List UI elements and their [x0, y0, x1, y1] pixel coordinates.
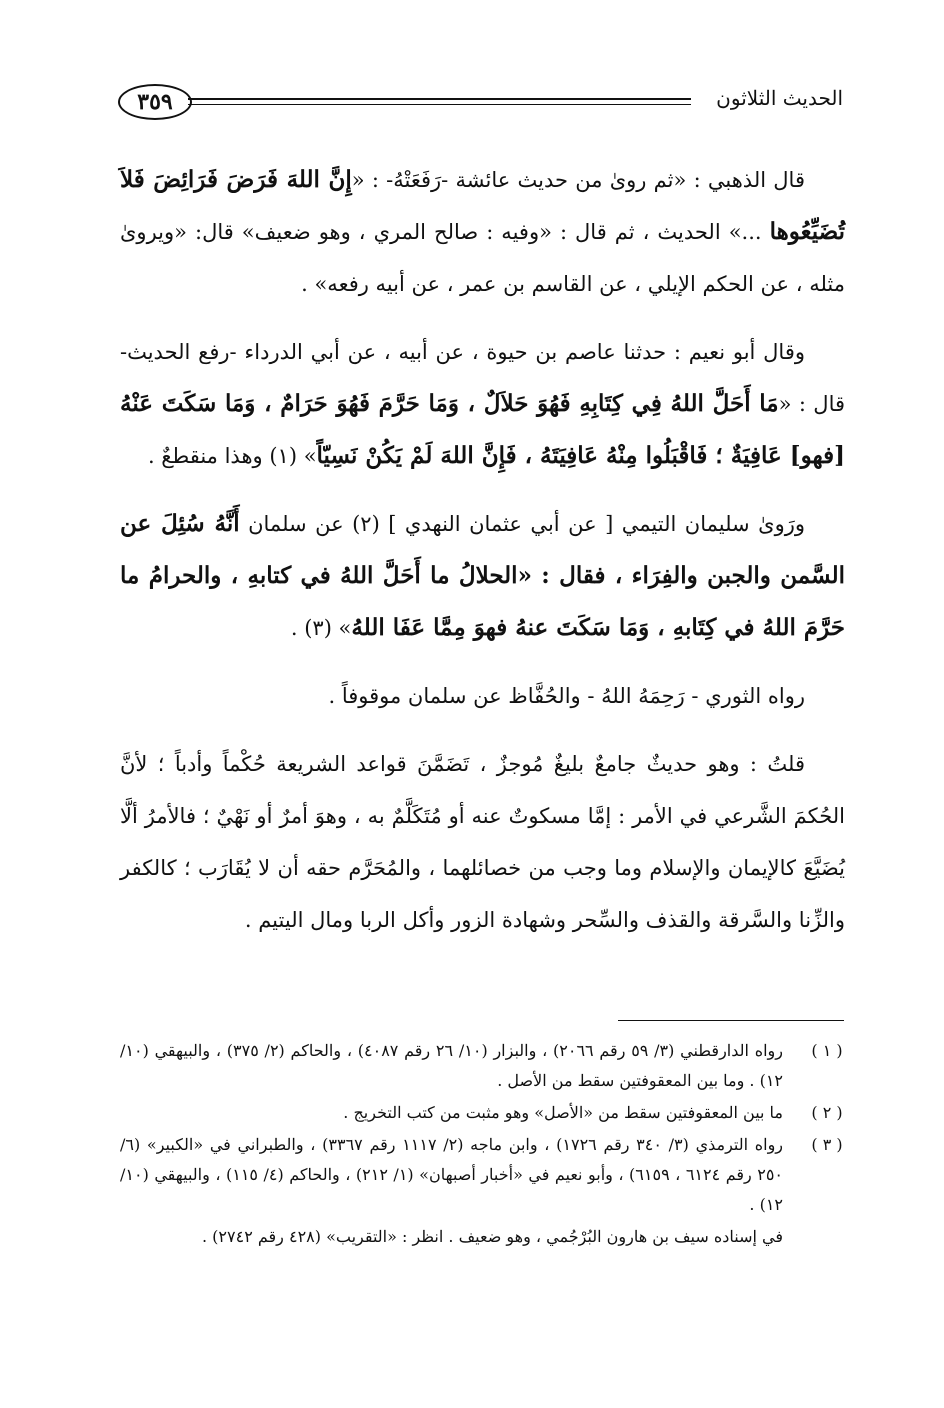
running-header [118, 80, 843, 130]
paragraph-text: ورَوىٰ سليمان التيمي [ عن أبي عثمان النهدي ] (٢) عن سلمان [239, 512, 805, 536]
paragraph [120, 670, 845, 722]
footnote-separator [618, 1020, 844, 1021]
footnote-number: ( ٣ ) [811, 1135, 843, 1154]
footnote-text: رواه الدارقطني (٣/ ٥٩ رقم ٢٠٦٦) ، والبزار (١٠/ ٢٦ رقم ٤٠٨٧) ، والحاكم (٢/ ٣٧٥) ، والبيهقي (١٠/ ١٢) . وما بين المعقوفتين سقط من الأصل . [120, 1041, 783, 1090]
quoted-text: إِنَّ اللهَ فَرَضَ فَرَائِضَ فَلاَ تُضَيِّعُوها [120, 166, 845, 245]
footnote-text: رواه الترمذي (٣/ ٣٤٠ رقم ١٧٢٦) ، وابن ماجه (٢/ ١١١٧ رقم ٣٣٦٧) ، والطبراني في «الكبير» (٦/ ٢٥٠ رقم ٦١٢٤ ، ٦١٥٩) ، وأبو نعيم في «أخبار أصبهان» (١/ ٢١٢) ، والحاكم (٤/ ١١٥) ، والبيهقي (١٠/ ١٢) . [120, 1135, 784, 1214]
quoted-text: أَنَّهُ سُئِلَ عن السَّمن والجبن والفِرَاء ، فقال : «الحلالُ ما أَحَلَّ اللهُ في كتابهِ ، والحرامُ ما حَرَّمَ اللهُ في كِتَابهِ ، وَمَا سَكَتَ عنهُ فهوَ مِمَّا عَفَا اللهُ [120, 510, 845, 641]
paragraph [120, 738, 845, 946]
chapter-title: الحديث الثلاثون [716, 86, 843, 110]
footnotes [120, 1036, 847, 1254]
paragraph-text: رواه الثوري - رَحِمَهُ اللهُ - والحُفَّاظ عن سلمان موقوفاً . [328, 684, 805, 708]
page-number: ٣٥٩ [137, 89, 173, 115]
footnote [120, 1222, 847, 1252]
paragraph-text: قال الذهبي : «ثم روىٰ من حديث عائشة -رَفَعَتْهُ- : « [351, 168, 805, 192]
paragraph-text: » (٣) . [290, 616, 352, 640]
header-rule-top [188, 98, 691, 100]
paragraph-text: قلتُ : وهو حديثٌ جامعٌ بليغٌ مُوجزٌ ، تَضَمَّنَ قواعد الشريعة حُكْماً وأدباً ؛ لأنَّ الحُكمَ الشَّرعي في الأمر : إمَّا مسكوتٌ عنه أو مُتَكَلَّمٌ به ، وهوَ أمرٌ أو نَهْيٌ ؛ فالأمرُ ألَّا يُضَيَّعَ كالإيمان والإسلام وما وجب من خصائلهما ، والمُحَرَّم حقه أن لا يُقَارَب ؛ كالكفر والزِّنا والسَّرقة والقذف والسِّحر وشهادة الزور وأكل الربا ومال اليتيم . [120, 752, 845, 932]
paragraph [120, 326, 845, 482]
footnote [120, 1098, 847, 1128]
page-number-frame [118, 84, 192, 120]
paragraph-text: » (١) وهذا منقطعٌ . [147, 444, 317, 468]
paragraph-text: وقال أبو نعيم : حدثنا عاصم بن حيوة ، عن أبيه ، عن أبي الدرداء -رفع الحديث- قال : « [120, 340, 846, 416]
footnote [120, 1130, 847, 1220]
footnote-text: في إسناده سيف بن هارون البُرْجُمي ، وهو ضعيف . انظر : «التقريب» (٤٢٨ رقم ٢٧٤٢) . [201, 1227, 783, 1246]
footnote-number: ( ١ ) [811, 1041, 843, 1060]
main-text [120, 154, 845, 962]
header-rule-bottom [188, 104, 691, 105]
footnote-number: ( ٢ ) [811, 1103, 843, 1122]
paragraph [120, 498, 845, 654]
footnote-text: ما بين المعقوفتين سقط من «الأصل» وهو مثبت من كتب التخريج . [343, 1103, 783, 1122]
paragraph [120, 154, 845, 310]
footnote [120, 1036, 847, 1096]
quoted-text: مَا أَحَلَّ اللهُ فِي كِتَابِهِ فَهُوَ حَلاَلٌ ، وَمَا حَرَّمَ فَهُوَ حَرَامٌ ، وَمَا سَكَتَ عَنْهُ [فهو] عَافِيَةٌ ؛ فَاقْبَلُوا مِنْهُ عَافِيَتَهُ ، فَإِنَّ اللهَ لَمْ يَكُنْ نَسِيّاً [120, 390, 845, 469]
paragraph-text: ...» الحديث ، ثم قال : «وفيه : صالح المري ، وهو ضعيف» قال: «ويروىٰ مثله ، عن الحكم الإيلي ، عن القاسم بن عمر ، عن أبيه رفعه» . [120, 220, 845, 296]
